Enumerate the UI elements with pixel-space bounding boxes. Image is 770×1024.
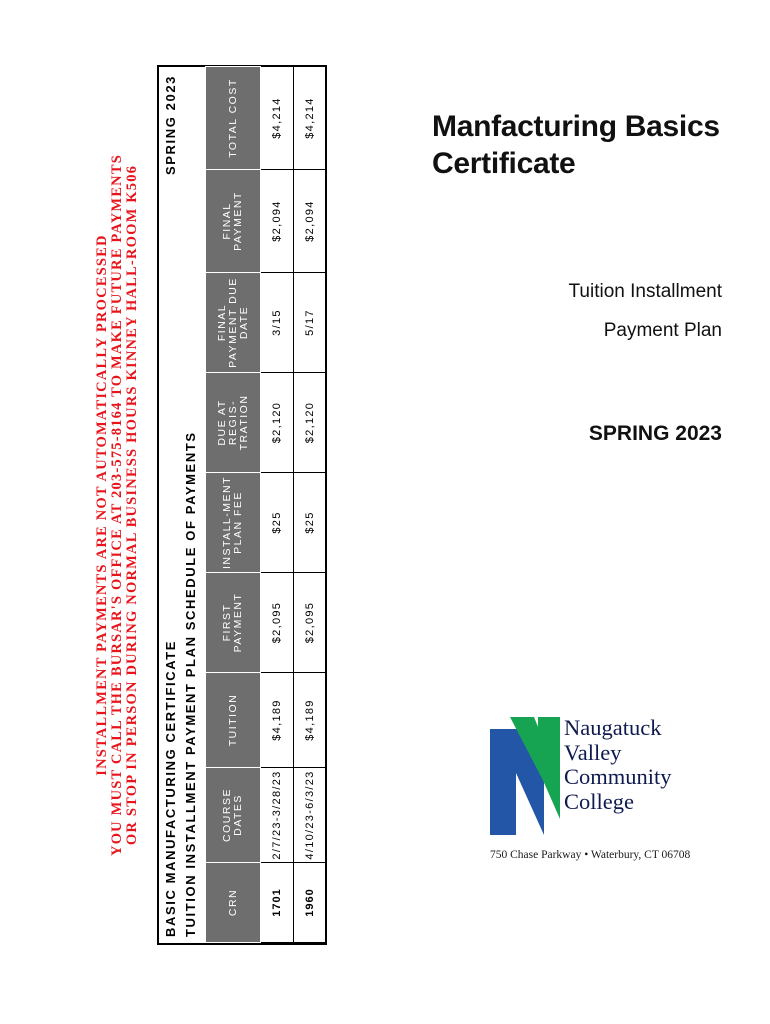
rotated-schedule-panel xyxy=(95,65,327,945)
table-cell: $2,095 xyxy=(261,573,294,673)
notice-line-2: YOU MUST CALL THE BURSAR'S OFFICE AT 203-575-8164 TO MAKE FUTURE PAYMENTS xyxy=(109,154,125,856)
cover-term: SPRING 2023 xyxy=(588,422,722,445)
schedule-term: SPRING 2023 xyxy=(163,75,178,175)
cover-title xyxy=(432,108,720,182)
table-cell: $4,189 xyxy=(294,673,327,768)
notice-line-3: OR STOP IN PERSON DURING NORMAL BUSINESS HOURS KINNEY HALL-ROOM K506 xyxy=(124,164,140,846)
table-cell: $4,214 xyxy=(261,67,294,170)
schedule-subtitle: TUITION INSTALLMENT PAYMENT PLAN SCHEDULE OF PAYMENTS xyxy=(183,431,198,937)
table-cell: $2,094 xyxy=(294,170,327,273)
table-cell: 1701 xyxy=(261,863,294,943)
column-header: FINAL PAYMENT DUE DATE xyxy=(206,273,261,373)
column-header: TUITION xyxy=(206,673,261,768)
college-name-line-2: Valley xyxy=(564,739,622,765)
table-cell: $2,120 xyxy=(261,373,294,473)
table-row xyxy=(294,67,327,943)
column-header: CRN xyxy=(206,863,261,943)
college-name-line-1: Naugatuck xyxy=(564,715,662,740)
cover-subtitle-line-1: Tuition Installment xyxy=(568,281,722,302)
table-cell: $25 xyxy=(261,473,294,573)
notice-line-1: INSTALLMENT PAYMENTS ARE NOT AUTOMATICALLY PROCESSED xyxy=(94,234,110,776)
column-header: DUE AT REGIS-TRATION xyxy=(206,373,261,473)
payment-schedule-table xyxy=(205,66,326,943)
cover-title-line-1: Manfacturing Basics xyxy=(432,110,720,143)
college-name xyxy=(564,716,672,814)
table-cell: $25 xyxy=(294,473,327,573)
table-cell: 4/10/23-6/3/23 xyxy=(294,768,327,863)
column-header: COURSE DATES xyxy=(206,768,261,863)
logo-blue-left-bar xyxy=(490,729,516,835)
table-cell: 3/15 xyxy=(261,273,294,373)
table-cell: $2,094 xyxy=(261,170,294,273)
table-cell: $2,095 xyxy=(294,573,327,673)
program-title: BASIC MANUFACTURING CERTIFICATE xyxy=(163,639,178,937)
table-cell: 5/17 xyxy=(294,273,327,373)
column-header: FINAL PAYMENT xyxy=(206,170,261,273)
schedule-box xyxy=(157,65,327,945)
table-cell: 2/7/23-3/28/23 xyxy=(261,768,294,863)
table-cell: $4,214 xyxy=(294,67,327,170)
installment-notice xyxy=(95,65,155,945)
table-cell: 1960 xyxy=(294,863,327,943)
table-row xyxy=(261,67,294,943)
cover-subtitle-line-2: Payment Plan xyxy=(603,320,722,341)
column-header: TOTAL COST xyxy=(206,67,261,170)
table-header-row xyxy=(206,67,261,943)
college-address: 750 Chase Parkway • Waterbury, CT 06708 xyxy=(490,849,691,861)
college-name-line-4: College xyxy=(564,788,634,814)
college-name-line-3: Community xyxy=(564,764,672,789)
table-cell: $4,189 xyxy=(261,673,294,768)
column-header: FIRST PAYMENT xyxy=(206,573,261,673)
column-header: INSTALL-MENT PLAN FEE xyxy=(206,473,261,573)
table-cell: $2,120 xyxy=(294,373,327,473)
cover-title-line-2: Certificate xyxy=(432,147,576,180)
